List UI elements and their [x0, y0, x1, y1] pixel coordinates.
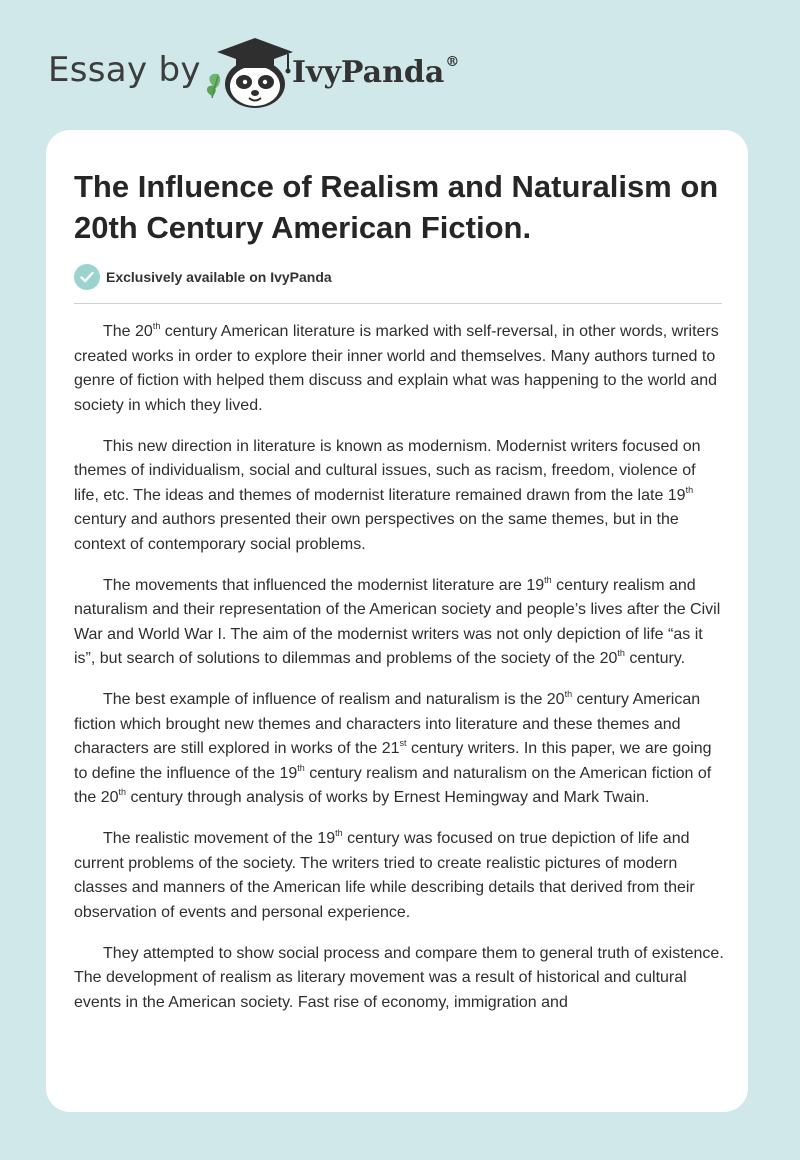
site-header [0, 0, 800, 120]
brand-name[interactable]: IvyPanda® [292, 54, 460, 90]
essay-paragraph [74, 688, 724, 811]
checkmark-icon [74, 264, 100, 290]
paragraph-text: century American fiction which brought new themes and characters into literature and these themes and characters are still explored in works of the 21 [74, 691, 701, 757]
ordinal-suffix: th [118, 787, 126, 797]
ordinal-suffix: th [544, 574, 552, 585]
paragraph-text: century through analysis of works by Ernest Hemingway and Mark Twain. [126, 789, 650, 806]
essay-title: The Influence of Realism and Naturalism on 20th Century American Fiction. [74, 169, 719, 245]
ordinal-suffix: th [564, 689, 573, 699]
paragraph-text: century American literature is marked with self-reversal, in other words, writers created works in order to explore their inner world and themselves. Many authors turned to genre of fiction with helped them discuss and explain what was happening to the world and society in which they lived. [74, 323, 719, 414]
paragraph-text: The best example of influence of realism and naturalism is the 20 [103, 691, 565, 708]
essay-card [46, 130, 748, 1112]
ordinal-suffix: th [335, 828, 343, 838]
panda-graduate-icon [198, 30, 298, 110]
essay-paragraph [74, 320, 724, 418]
ordinal-suffix: st [399, 738, 407, 748]
essay-paragraph [74, 942, 724, 1016]
essay-paragraph [74, 827, 724, 925]
paragraph-text: The realistic movement of the 19 [103, 830, 336, 847]
paragraph-text: This new direction in literature is known as modernism. Modernist writers focused on themes of individualism, social and cultural issues, such as racism, freedom, violence of life, etc. The ideas and themes of modernist literature remained drawn from the late 19 [74, 437, 701, 504]
paragraph-text: century writers. In this paper, we are going to define the influence of the 19 [74, 740, 712, 782]
essay-paragraph [74, 574, 724, 672]
essay-body [74, 320, 724, 1032]
ivypanda-logo[interactable] [198, 30, 298, 110]
registered-mark: ® [445, 54, 460, 70]
divider [74, 303, 722, 304]
exclusive-badge [74, 264, 332, 290]
ivy-leaf-icon [207, 74, 220, 98]
paragraph-text: They attempted to show social process and compare them to general truth of existence. The development of realism as literary movement was a result of historical and cultural events in the American society. Fast rise of economy, immigration and [74, 944, 724, 1011]
paragraph-text: century realism and naturalism and their representation of the American society and people’s lives after the Civil War and World War I. The aim of the modernist writers was not only depiction of life “as it is”, but search of solutions to dilemmas and problems of the society of the 20 [74, 576, 721, 667]
ordinal-suffix: th [685, 484, 694, 495]
paragraph-text: century realism and naturalism on the American fiction of the 20 [74, 764, 712, 806]
paragraph-text: century was focused on true depiction of life and current problems of the society. The writers tried to create realistic pictures of modern classes and manners of the American life while describing details that derived from their observation of events and personal experience. [74, 830, 695, 921]
paragraph-text: The 20 [103, 323, 153, 340]
ordinal-suffix: th [617, 648, 625, 658]
ordinal-suffix: th [152, 321, 161, 331]
paragraph-text: century and authors presented their own perspectives on the same themes, but in the context of contemporary social problems. [74, 511, 679, 553]
essay-paragraph [74, 435, 724, 558]
essay-by-label: Essay by [48, 50, 201, 90]
ordinal-suffix: th [297, 762, 305, 773]
paragraph-text: century. [624, 650, 686, 667]
paragraph-text: The movements that influenced the modernist literature are 19 [103, 576, 545, 594]
exclusive-badge-label: Exclusively available on IvyPanda [106, 269, 332, 285]
